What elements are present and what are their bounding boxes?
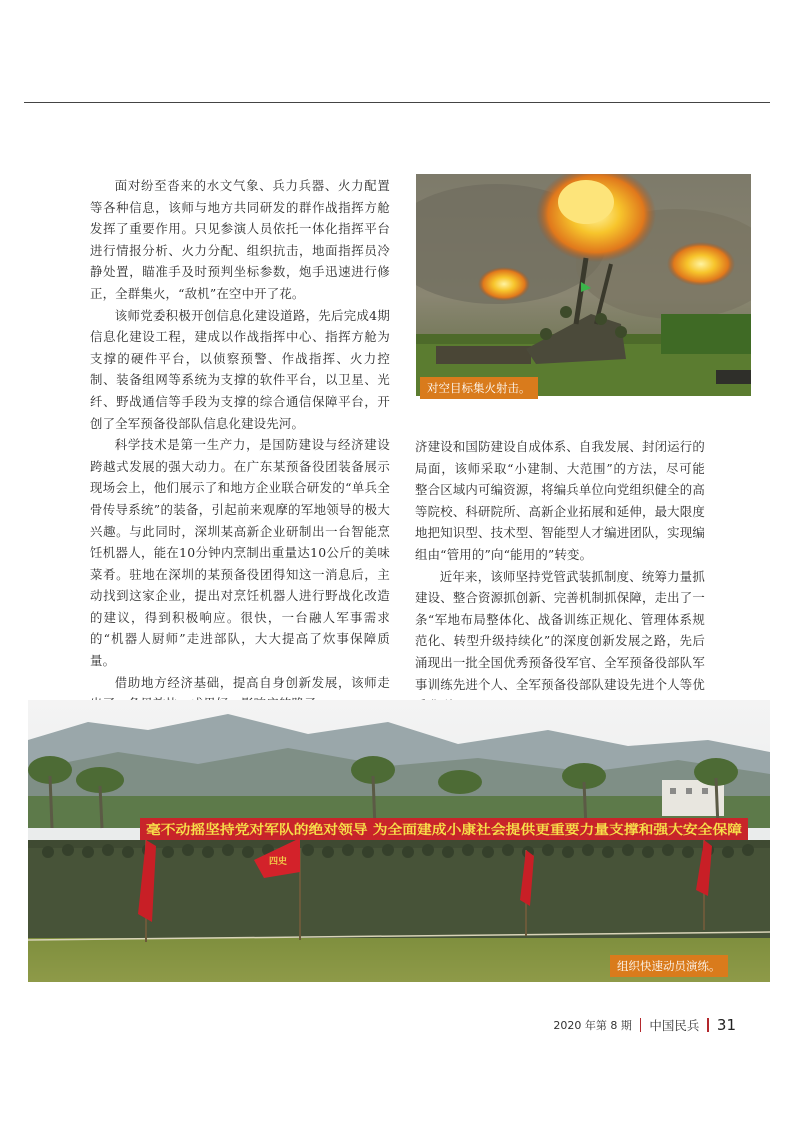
paragraph: 该师党委积极开创信息化建设道路，先后完成4期信息化建设工程，建成以作战指挥中心、指挥方舱为支撑的硬件平台，以侦察预警、作战指挥、火力控制、装备组网等系统为支撑的软件平台，以卫星、光纤、野战通信等手段为支撑的综合通信保障平台，开创了全军预备役部队信息化建设先河。 (90, 307, 390, 431)
photo-anti-aircraft-fire (416, 174, 751, 396)
flag-label: 四史 (268, 857, 288, 867)
footer-separator (707, 1018, 709, 1032)
paragraph-continued (415, 436, 705, 566)
paragraph-text: 近年来，该师坚持党管武装抓制度、统筹力量抓建设、整合资源抓创新、完善机制抓保障，走出了一条“军地布局整体化、战备训练正规化、管理体系规范化、转型升级持续化”的深度创新发展之路，先后涌现出一批全国优秀预备役军官、全军预备役部队军事训练先进个人、全军预备役部队建设先进个人等优 (415, 568, 705, 692)
footer-separator (640, 1018, 642, 1032)
issue-label: 2020 年第 8 期 (553, 1019, 632, 1032)
magazine-name: 中国民兵 (649, 1018, 700, 1033)
paragraph: 面对纷至沓来的水文气象、兵力兵器、火力配置等各种信息，该师与地方共同研发的群作战指挥方舱发挥了重要作用。只见参演人员依托一体化指挥平台进行情报分析、火力分配、组织抗击，地面指挥员冷静处置，瞄准手及时预判坐标参数，炮手迅速进行修正，全群集火，“敌机”在空中开了花。 (90, 178, 390, 301)
paragraph (415, 566, 705, 719)
photo-mobilization-drill (28, 700, 770, 982)
paragraph-continued-text: 济建设和国防建设自成体系、自我发展、封闭运行的局面，该师采取“小建制、大范围”的方法，尽可能整合区域内可编资源，将编兵单位向党组织健全的高等院校、科研院所、高新企业拓展和延伸，最大限度地把知识型、技术型、智能型人才编进团队，实现编组由“管用的”向“能用的”转变。 (415, 439, 705, 562)
header-rule (24, 102, 770, 103)
page-footer (553, 1016, 736, 1034)
photo-caption-fire: 对空目标集火射击。 (420, 377, 538, 399)
paragraph: 借助地方经济基础，提高自身创新发展，该师走 (114, 674, 390, 690)
article-left-column (90, 175, 390, 736)
paragraph: 科学技术是第一生产力，是国防建设与经济建设跨越式发展的强大动力。在广东某预备役团装备展示现场会上，他们展示了和地方企业联合研发的“单兵全骨传导系统”的装备，引起前来观摩的军地领导的极大兴趣。与此同时，深圳某高新企业研制出一台智能烹饪机器人，能在10分钟内烹制出重量达10公斤的美味菜肴。驻地在深圳的某预备役团得知这一消息后，主动找到这家企业，提出对烹饪机器人进行野战化改造的建议，得到积极响应。很快，一台融人军事需求的“机器人厨师”走进部队，大大提高了炊事保障质量。 (90, 437, 390, 669)
article-right-column (415, 436, 705, 719)
photo-drill-illustration (28, 700, 770, 982)
banner-slogan: 毫不动摇坚持党对军队的绝对领导 为全面建成小康社会提供更重要力量支撑和强大安全保障 (146, 823, 671, 838)
photo-fire-illustration (416, 174, 751, 396)
photo-caption-drill: 组织快速动员演练。 (610, 955, 728, 977)
page-number: 31 (716, 1016, 736, 1034)
